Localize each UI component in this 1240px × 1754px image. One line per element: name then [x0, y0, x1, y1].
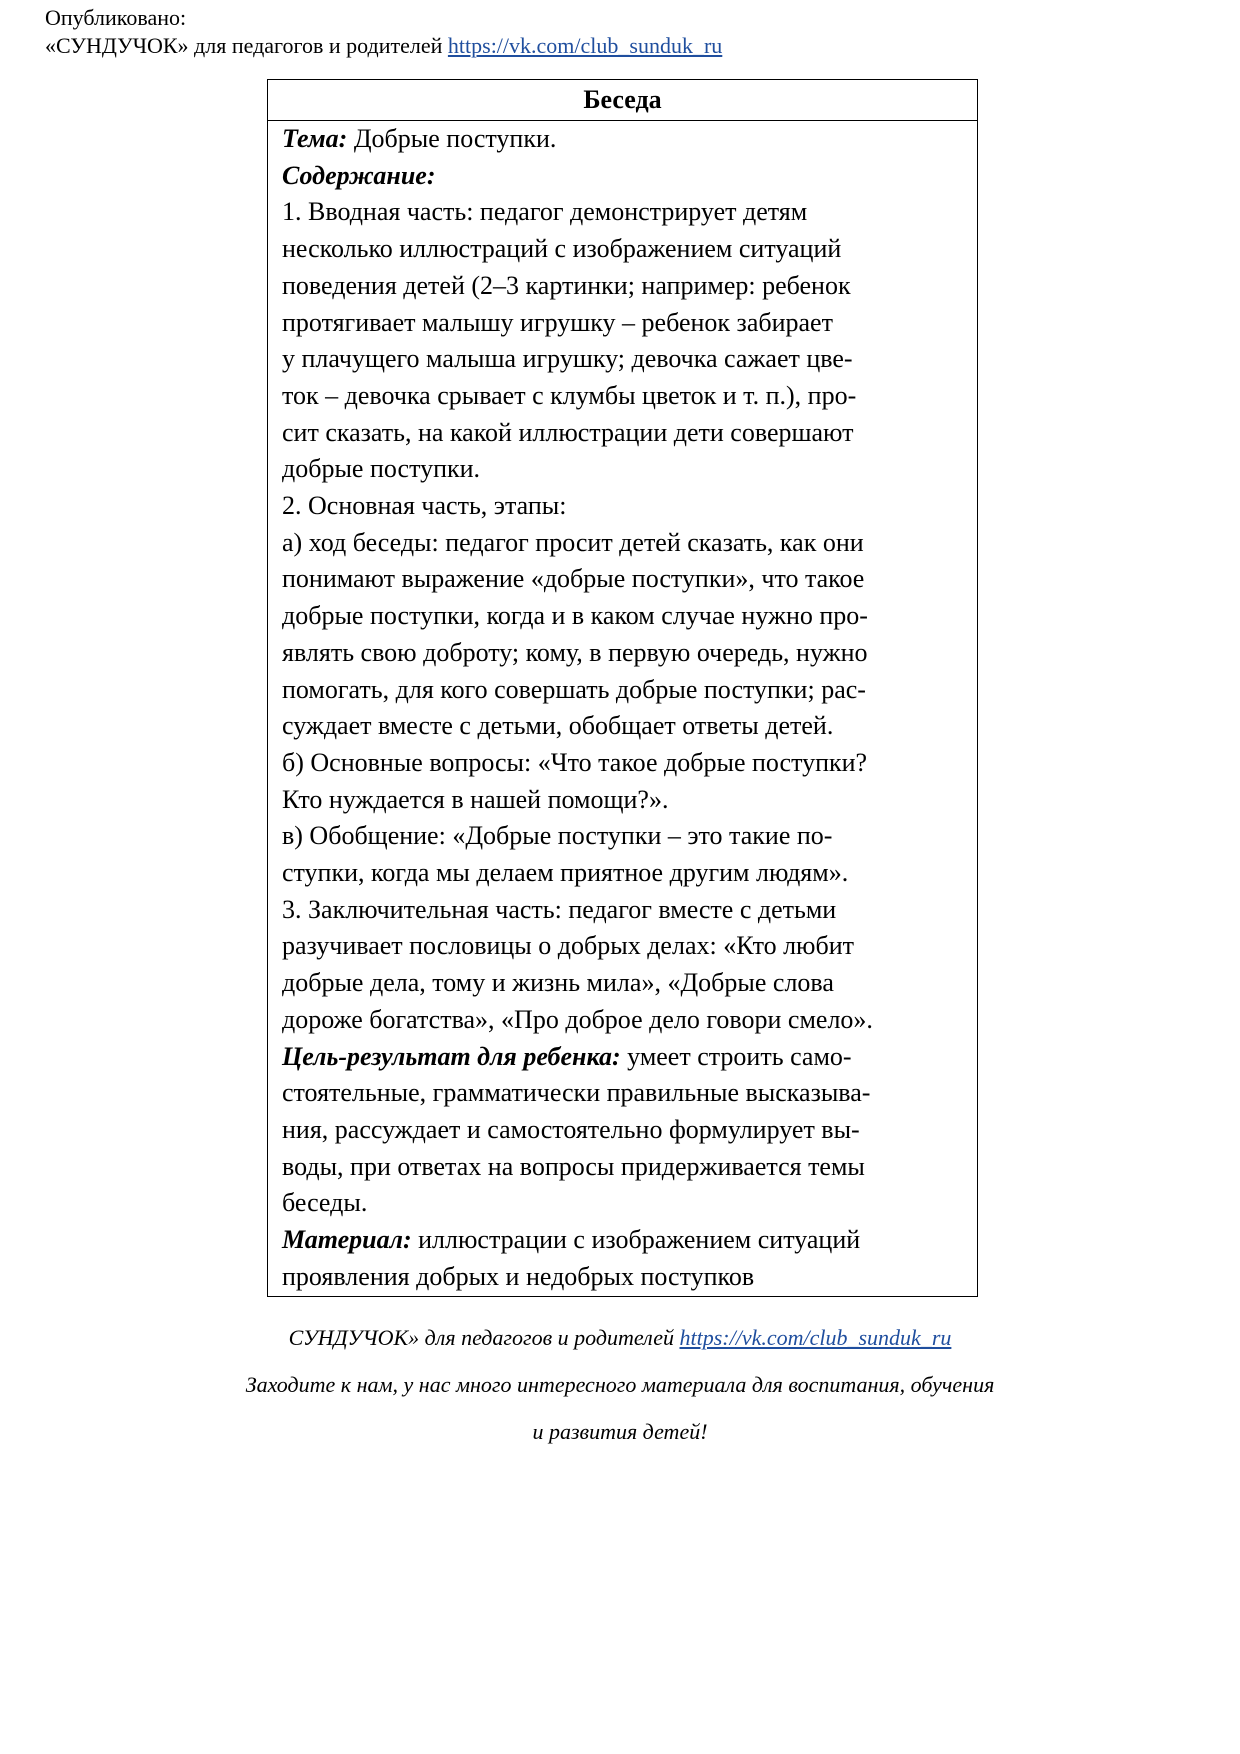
text-line: б) Основные вопросы: «Что такое добрые поступки?: [282, 747, 868, 777]
material-text: [282, 1259, 971, 1296]
text-line: 2. Основная часть, этапы:: [282, 491, 567, 521]
text-line: добрые поступки, когда и в каком случае нужно про-: [282, 601, 868, 631]
text-line: ния, рассуждает и самостоятельно формулирует вы-: [282, 1114, 860, 1144]
published-label: Опубликовано:: [45, 5, 187, 30]
site-name: «СУНДУЧОК» для педагогов и родителей: [45, 33, 443, 58]
lesson-card: [267, 79, 978, 1297]
text-line: добрые поступки.: [282, 454, 481, 484]
goal-line: [282, 1039, 971, 1076]
card-title: Беседа: [268, 80, 977, 121]
footer-site-link[interactable]: https://vk.com/club_sunduk_ru: [679, 1325, 952, 1350]
text-line: воды, при ответах на вопросы придерживается темы: [282, 1151, 865, 1181]
content-label: Содержание:: [282, 160, 436, 190]
material-line: [282, 1222, 971, 1259]
footer-line-1: [150, 1314, 1090, 1361]
published-source: [45, 32, 722, 60]
goal-first: умеет строить само-: [627, 1041, 852, 1071]
footer-site-name: СУНДУЧОК» для педагогов и родителей: [288, 1325, 674, 1350]
footer: [150, 1314, 1090, 1455]
card-body: [268, 121, 977, 1297]
material-label: Материал:: [282, 1225, 412, 1255]
theme-line: [282, 121, 971, 158]
text-line: у плачущего малыша игрушку; девочка сажает цве-: [282, 344, 853, 374]
text-line: помогать, для кого совершать добрые поступки; рас-: [282, 674, 866, 704]
text-line: проявления добрых и недобрых поступков: [282, 1261, 755, 1291]
text-line: стоятельные, грамматически правильные высказыва-: [282, 1078, 871, 1108]
text-line: понимают выражение «добрые поступки», что такое: [282, 564, 865, 594]
content-text: [282, 194, 971, 1038]
goal-label: Цель-результат для ребенка:: [282, 1041, 621, 1071]
theme-label: Тема:: [282, 124, 348, 153]
text-line: ступки, когда мы делаем приятное другим людям».: [282, 858, 849, 888]
published-header: [45, 4, 722, 60]
footer-line-3: и развития детей!: [532, 1419, 708, 1444]
text-line: Кто нуждается в нашей помощи?».: [282, 784, 669, 814]
text-line: поведения детей (2–3 картинки; например: ребенок: [282, 270, 851, 300]
text-line: ток – девочка срывает с клумбы цветок и т. п.), про-: [282, 380, 857, 410]
text-line: добрые дела, тому и жизнь мила», «Добрые слова: [282, 968, 834, 998]
text-line: 3. Заключительная часть: педагог вместе с детьми: [282, 894, 837, 924]
text-line: а) ход беседы: педагог просит детей сказать, как они: [282, 527, 864, 557]
text-line: суждает вместе с детьми, обобщает ответы детей.: [282, 711, 834, 741]
theme-value: Добрые поступки.: [353, 124, 557, 153]
text-line: в) Обобщение: «Добрые поступки – это такие по-: [282, 821, 833, 851]
text-line: беседы.: [282, 1188, 368, 1218]
footer-line-2: Заходите к нам, у нас много интересного материала для воспитания, обучения: [245, 1372, 995, 1397]
text-line: 1. Вводная часть: педагог демонстрирует детям: [282, 197, 808, 227]
text-line: дороже богатства», «Про доброе дело говори смело».: [282, 1004, 873, 1034]
text-line: сит сказать, на какой иллюстрации дети совершают: [282, 417, 854, 447]
text-line: разучивает пословицы о добрых делах: «Кто любит: [282, 931, 854, 961]
text-line: являть свою доброту; кому, в первую очередь, нужно: [282, 637, 868, 667]
text-line: несколько иллюстраций с изображением ситуаций: [282, 234, 842, 264]
material-first: иллюстрации с изображением ситуаций: [418, 1225, 861, 1255]
text-line: протягивает малышу игрушку – ребенок забирает: [282, 307, 833, 337]
site-link[interactable]: https://vk.com/club_sunduk_ru: [447, 33, 723, 58]
goal-text: [282, 1075, 971, 1222]
